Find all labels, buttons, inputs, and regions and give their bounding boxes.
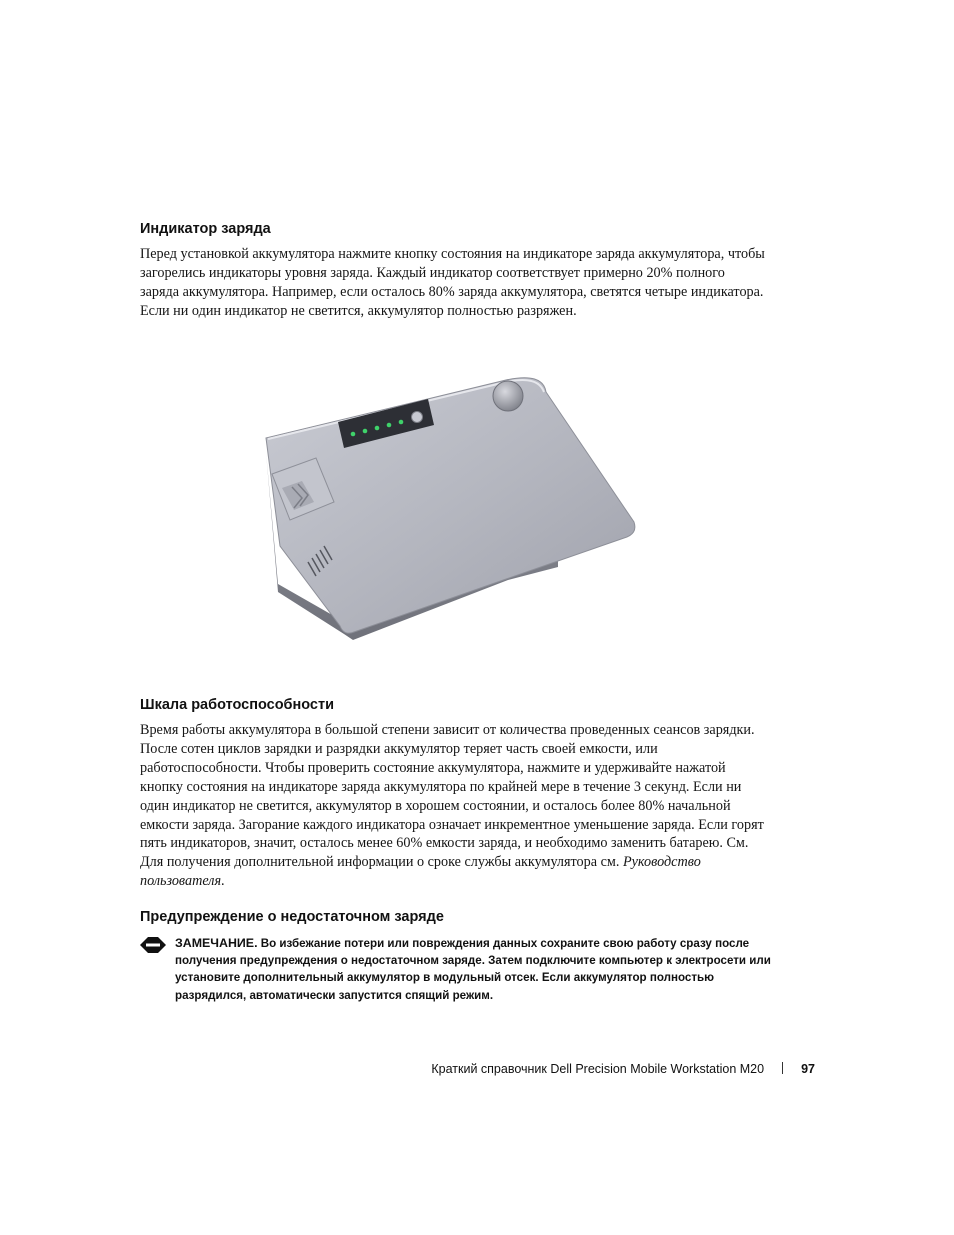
- battery-illustration: [258, 362, 648, 662]
- section-heading-low-battery-warning: Предупреждение о недостаточном заряде: [140, 909, 444, 925]
- section-heading-battery-health: Шкала работоспособности: [140, 697, 335, 713]
- charge-indicator-paragraph: Перед установкой аккумулятора нажмите кнопку состояния на индикаторе заряда аккумулятора, чтобы загорелись индикаторы уровня заряда. Каждый индикатор соответствует примерно 20% полного заряда аккумулятора. Например, если осталось 80% заряда аккумулятора, светятся четыре индикатора. Если ни один индикатор не светится, аккумулятор полностью разряжен.: [140, 246, 765, 319]
- battery-health-paragraph: [140, 721, 765, 891]
- user-guide-reference: Руководство пользователя: [140, 854, 701, 890]
- section-heading-charge-indicator: Индикатор заряда: [140, 221, 271, 237]
- footer-separator: [782, 1062, 783, 1074]
- battery-health-end: .: [221, 873, 225, 890]
- notice-label: ЗАМЕЧАНИЕ.: [175, 936, 258, 950]
- page-footer: [431, 1062, 815, 1076]
- battery-health-text: Время работы аккумулятора в большой степени зависит от количества проведенных сеансов зарядки. После сотен циклов зарядки и разрядки аккумулятор теряет часть своей емкости, или работоспособности. Чтобы проверить состояние аккумулятора, нажмите и удерживайте нажатой кнопку состояния на индикаторе заряда аккумулятора по крайней мере в течение 3 секунд. Если ни один индикатор не светится, аккумулятор в хорошем состоянии, и осталось более 80% начальной емкости заряда. Загорание каждого индикатора означает инкрементное уменьшение заряда. Если горят пять индикаторов, значит, осталось менее 60% емкости заряда, и необходимо заменить батарею. См. Для получения дополнительной информации о сроке службы аккумулятора см.: [140, 722, 764, 871]
- page-number: 97: [801, 1062, 815, 1076]
- notice-text: [175, 935, 775, 1004]
- notice-icon: [140, 937, 166, 953]
- footer-title: Краткий справочник Dell Precision Mobile Workstation M20: [431, 1062, 765, 1076]
- notice-body: Во избежание потери или повреждения данных сохраните свою работу сразу после получения предупреждения о недостаточном заряде. Затем подключите компьютер к электросети или установите дополнительный аккумулятор в модульный отсек. Если аккумулятор полностью разрядился, автоматически запустится спящий режим.: [175, 937, 771, 1002]
- notice-block: [140, 935, 780, 1025]
